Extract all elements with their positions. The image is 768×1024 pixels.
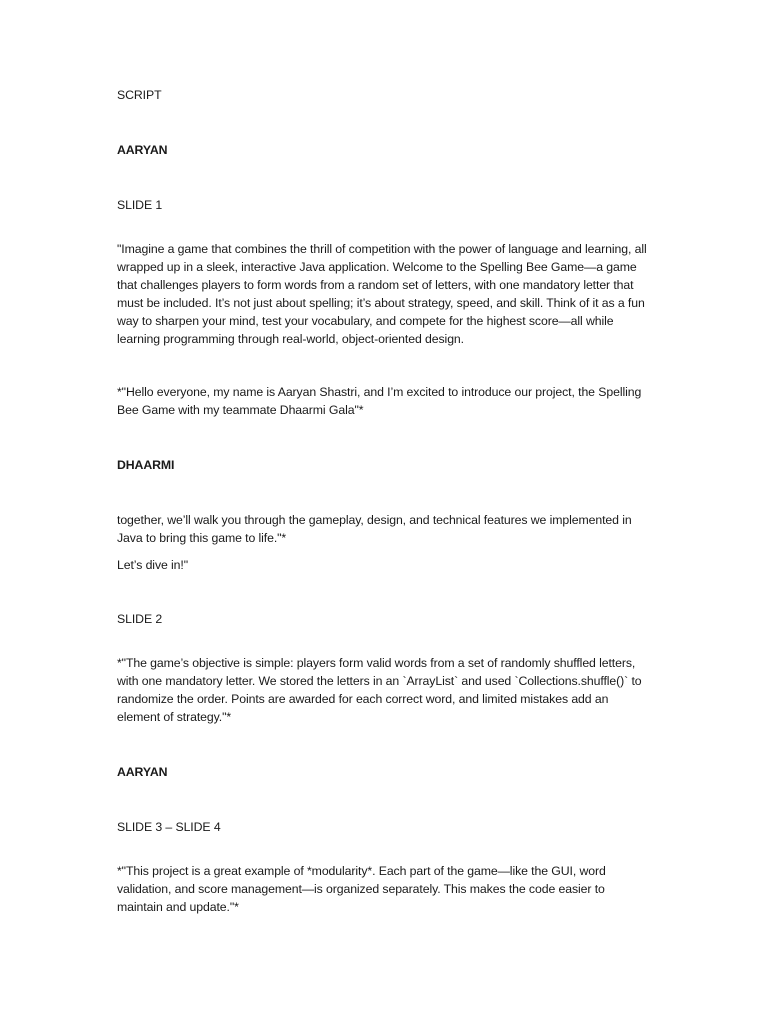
slide-heading: SLIDE 1 [117, 198, 163, 212]
paragraph: together, we’ll walk you through the gameplay, design, and technical features we implemented in Java to bring this game to life."* [117, 513, 632, 545]
speaker-name: DHAARMI [117, 458, 175, 472]
paragraph: *"The game’s objective is simple: players form valid words from a set of randomly shuffled letters, with one mandatory letter. We stored the letters in an `ArrayList` and used `Collections.shuffle()` to randomize the order. Points are awarded for each correct word, and limited mistakes add an element of strategy."* [117, 656, 642, 724]
paragraph: "Imagine a game that combines the thrill of competition with the power of language and learning, all wrapped up in a sleek, interactive Java application. Welcome to the Spelling Bee Game—a game that challenges players to form words from a random set of letters, with one mandatory letter that must be included. It’s not just about spelling; it’s about strategy, speed, and skill. Think of it as a fun way to sharpen your mind, test your vocabulary, and compete for the highest score—all while learning programming through real-world, object-oriented design. [117, 242, 647, 346]
document-title: SCRIPT [117, 88, 162, 102]
paragraph: *"Hello everyone, my name is Aaryan Shastri, and I’m excited to introduce our project, the Spelling Bee Game with my teammate Dhaarmi Gala"* [117, 385, 642, 417]
speaker-name: AARYAN [117, 765, 168, 779]
paragraph: Let’s dive in!" [117, 558, 188, 572]
slide-heading: SLIDE 3 – SLIDE 4 [117, 820, 221, 834]
slide-heading: SLIDE 2 [117, 612, 163, 626]
paragraph: *"This project is a great example of *modularity*. Each part of the game—like the GUI, word validation, and score management—is organized separately. This makes the code easier to maintain and update."* [117, 864, 606, 914]
speaker-name: AARYAN [117, 143, 168, 157]
